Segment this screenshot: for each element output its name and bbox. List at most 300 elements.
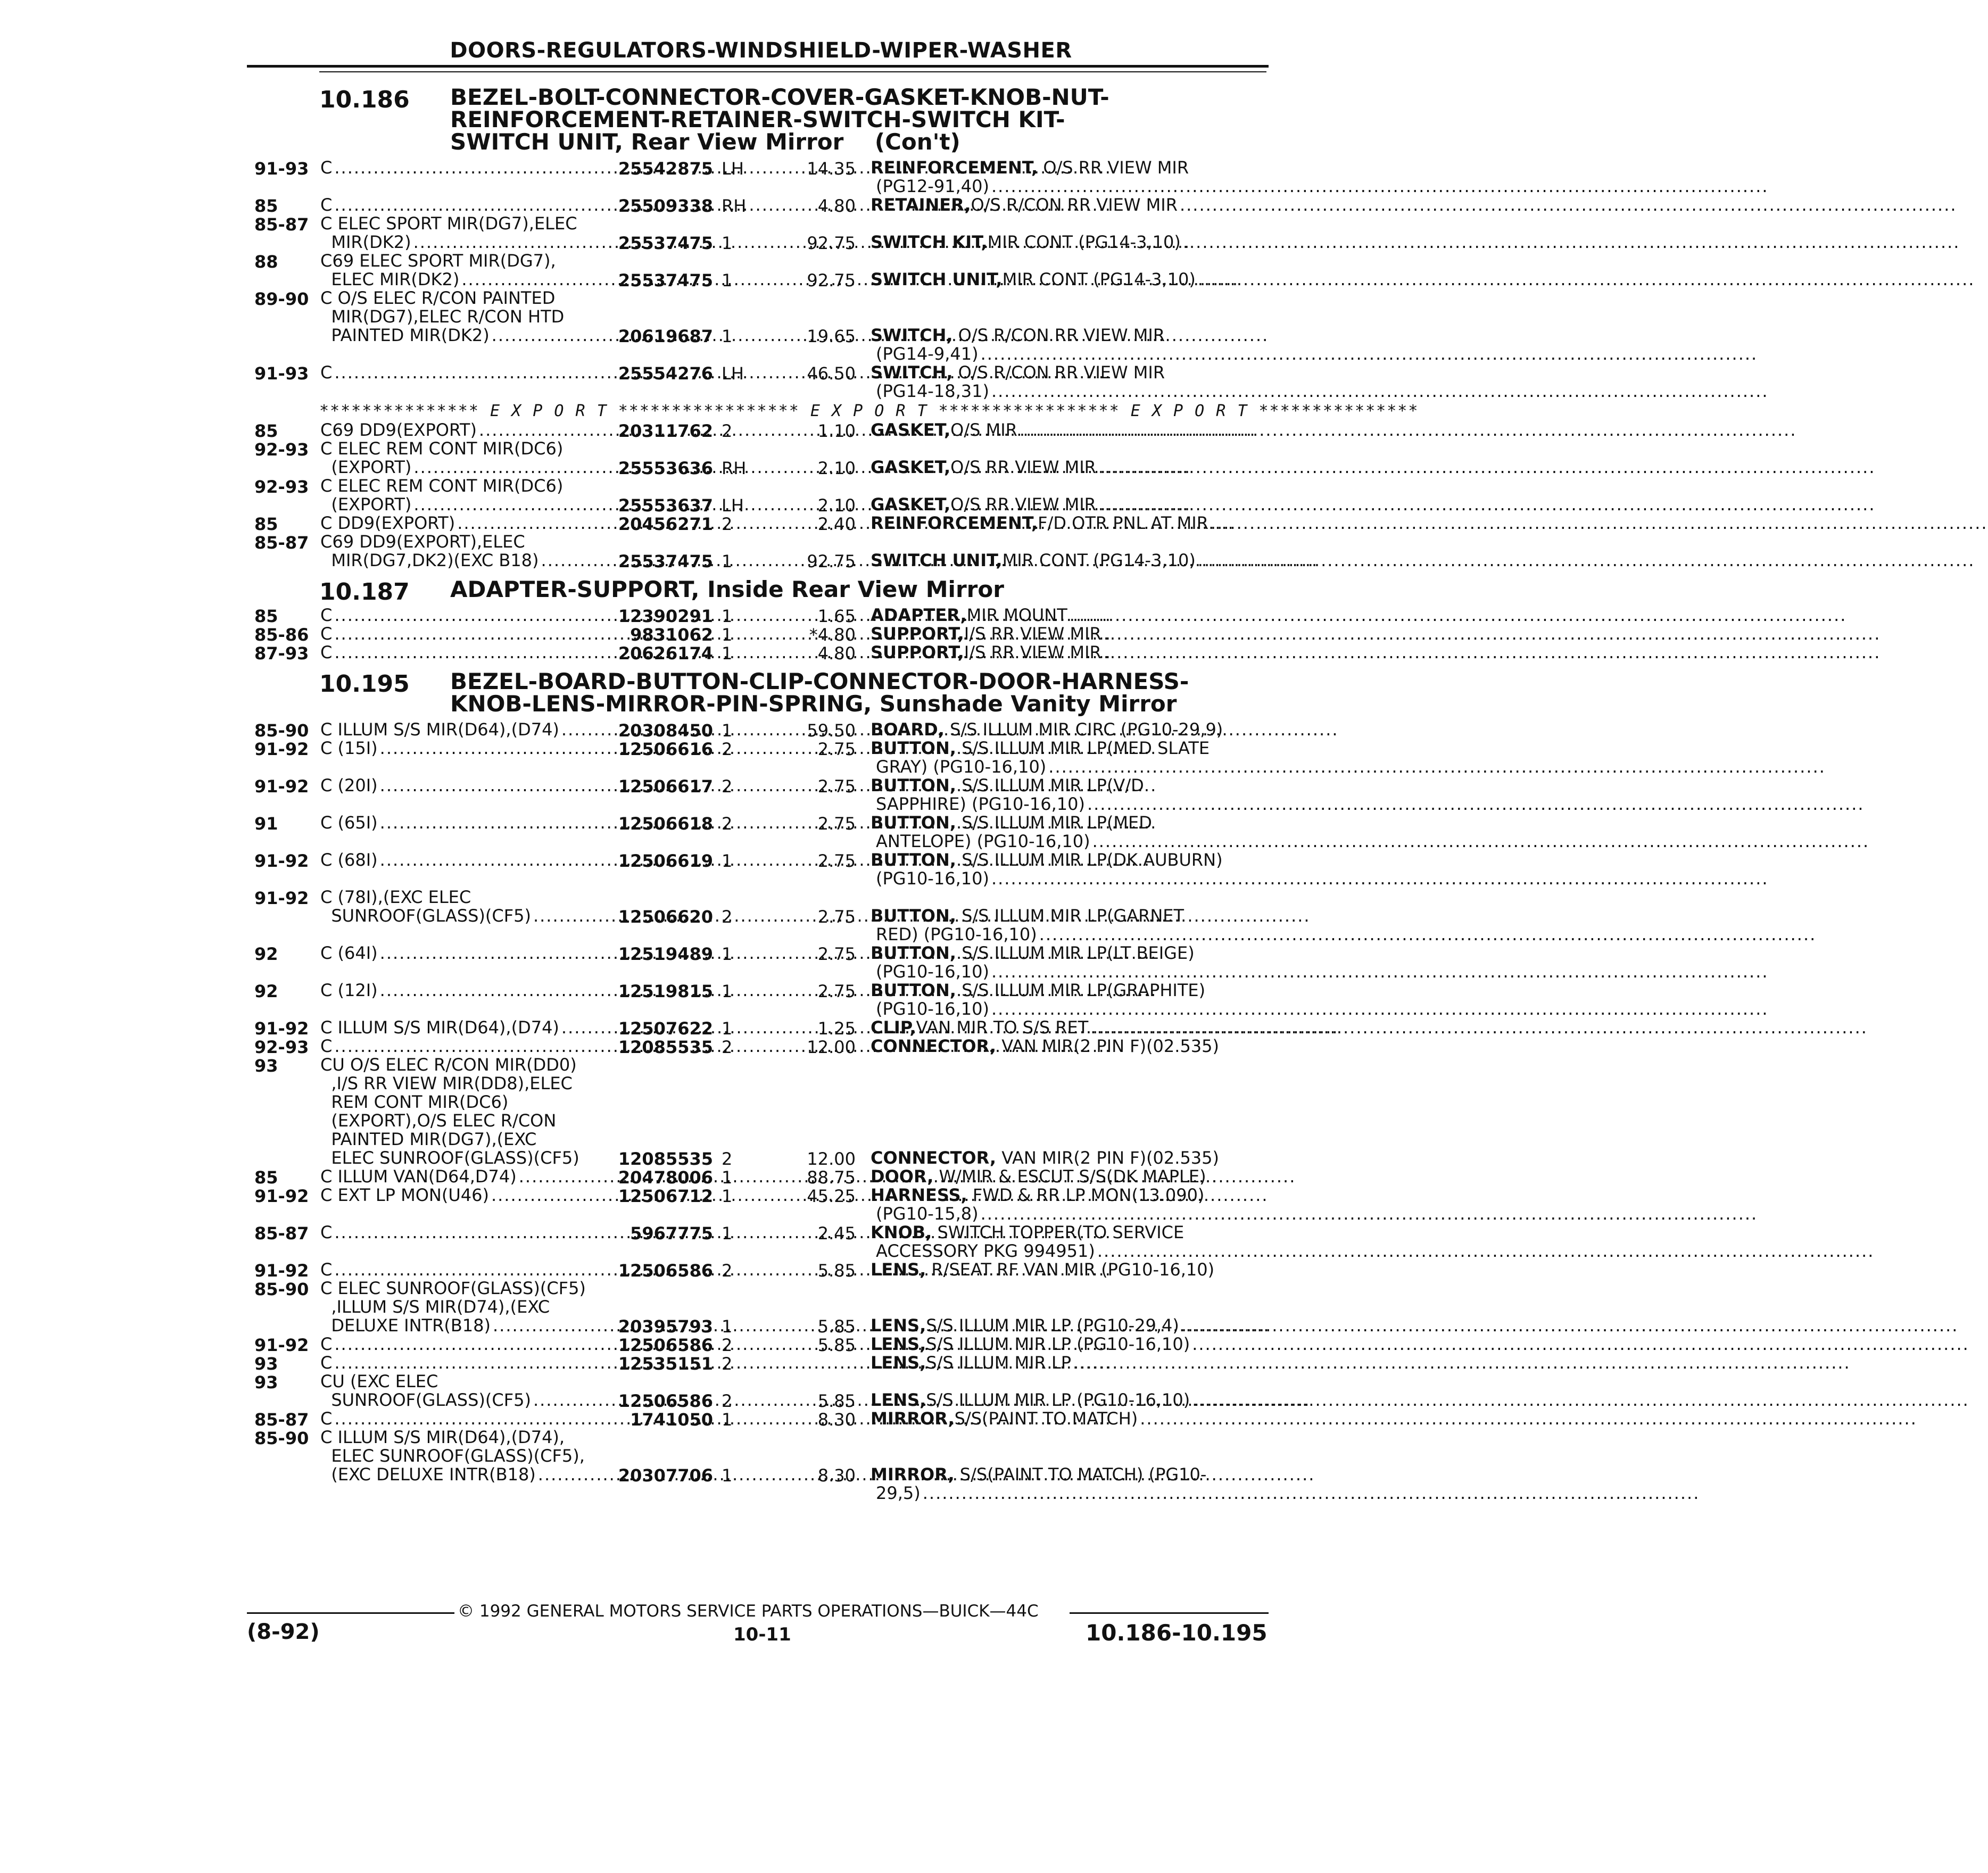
usage-line [320,1186,601,1205]
part-number: 25553636 [618,458,713,478]
table-row [0,606,1345,625]
usage-text [320,214,601,252]
description-line [871,851,1254,869]
usage-line-text: C [320,642,333,662]
footer-page-number: 10-11 [733,1624,791,1645]
leader-dots [1198,551,1975,570]
usage-text [320,1335,601,1354]
quantity: 1 [722,851,733,871]
usage-line-text: C (15I) [320,738,378,758]
description-line [871,196,1254,214]
usage-text [320,1037,601,1056]
description-text: W/MIR & ESCUT S/S(DK MAPLE) . [939,1166,1217,1187]
description-text: VAN MIR(2 PIN F)(02.535) [1001,1148,1219,1168]
usage-line [320,326,601,345]
part-number: 12390291 [618,606,713,626]
table-row [0,1261,1345,1279]
price: 2.75 [817,776,856,797]
price: 12.00 [807,1037,856,1057]
leader-dots [1097,1242,1875,1261]
model-years: 93 [254,1372,278,1393]
footer-rule-left [247,1612,454,1614]
usage-line: C ILLUM S/S MIR(D64),(D74), [320,1427,565,1447]
description-line [871,1335,1254,1354]
usage-line [320,981,601,1000]
usage-line-text: C [320,1222,333,1242]
table-row [0,1167,1345,1186]
description-text: S/S(PAINT TO MATCH) (PG10- [959,1464,1207,1485]
usage-line-text: DELUXE INTR(B18) [320,1315,491,1336]
usage-line-text: (EXPORT) [320,457,412,477]
part-description [871,1018,1254,1037]
part-number: 12506617 [618,776,713,797]
model-years: 91-92 [254,1335,309,1355]
description-line [871,643,1254,662]
description-text: VAN MIR(2 PIN F)(02.535) [1001,1036,1219,1056]
quantity: 2 [722,514,733,534]
usage-text [320,514,601,533]
usage-text [320,533,601,570]
usage-line-text: C [320,158,333,178]
section-title-line: ADAPTER-SUPPORT, Inside Rear View Mirror [450,576,1004,602]
part-number: 25554276 [618,363,713,384]
part-description [871,981,1254,1018]
model-years: 85-86 [254,625,309,645]
part-number: 20626174 [618,643,713,664]
description-keyword: BUTTON, [871,813,956,833]
table-row [0,776,1345,814]
usage-line [320,1335,601,1354]
usage-line: PAINTED MIR(DG7),(EXC [320,1129,537,1149]
part-description [871,606,1254,625]
price: 92.75 [807,233,856,253]
description-text: S/S ILLUM MIR LP [926,1353,1072,1373]
leader-dots [1098,495,1876,514]
quantity: 1 [722,1223,733,1244]
section-title-line: SWITCH UNIT, Rear View Mirror (Con't) [450,129,960,155]
description-text: MIR CONT (PG14-3,10) [1002,269,1196,289]
quantity: 1 [722,1316,733,1337]
quantity: 1 [722,1186,733,1206]
part-description [871,720,1254,739]
leader-dots [981,345,1758,363]
model-years: 85 [254,421,278,441]
price: 2.45 [817,1223,856,1244]
table-row [0,1410,1345,1428]
usage-text [320,477,601,514]
leader-dots [991,869,1769,888]
part-description [871,643,1254,662]
usage-line [320,196,601,214]
leader-dots [1020,421,1797,440]
price: 92.75 [807,270,856,291]
usage-line [320,233,601,252]
part-description [871,196,1254,214]
part-description [871,1316,1254,1335]
leader-dots [1048,758,1826,776]
table-row [0,1427,1345,1503]
part-number: 25553637 [618,495,713,516]
usage-line [320,1354,601,1372]
usage-line-text: C [320,1353,333,1373]
section-number: 10.195 [319,670,410,698]
description-text: MIR CONT (PG14-3,10) [1002,550,1196,570]
leader-dots [1104,643,1881,662]
table-row [0,814,1345,851]
part-description [871,495,1254,514]
description-keyword: BUTTON, [871,850,956,870]
usage-line-text: C DD9(EXPORT) [320,513,455,533]
usage-text [320,720,601,739]
part-description [871,233,1254,252]
part-description [871,1037,1254,1056]
usage-text [320,739,601,758]
description-line [871,159,1254,177]
quantity: 2 [722,1149,733,1169]
description-keyword: SUPPORT, [871,642,964,662]
description-text: S/S(PAINT TO MATCH) [954,1408,1138,1429]
quantity: 2 [722,814,733,834]
description-keyword: SWITCH, [871,325,953,345]
description-keyword: KNOB, [871,1222,932,1242]
usage-line [320,458,601,477]
description-line [871,514,1254,533]
quantity: 1 [722,643,733,664]
price: 8.30 [817,1465,856,1486]
quantity: 2 [722,421,733,441]
part-description [871,551,1254,570]
usage-line: CU O/S ELEC R/CON MIR(DD0) [320,1055,577,1075]
leader-dots [1192,1335,1969,1354]
price: 2.40 [817,514,856,534]
quantity: LH [722,495,744,516]
description-line [871,270,1254,289]
description-line [871,1018,1254,1037]
table-row [0,477,1345,514]
description-text: I/S RR VIEW MIR [964,642,1101,662]
usage-text [320,1372,601,1410]
usage-line-text: MIR(DK2) [320,232,411,252]
description-text: I/S RR VIEW MIR [964,624,1101,644]
usage-line: ,I/S RR VIEW MIR(DD8),ELEC [320,1073,573,1093]
part-number: 12506616 [618,739,713,759]
description-text: S/S ILLUM MIR LP(DK AUBURN) [962,850,1223,870]
usage-text [320,981,601,1000]
usage-line-text: SUNROOF(GLASS)(CF5) [320,906,531,926]
description-keyword: MIRROR, [871,1464,955,1485]
description-keyword: ADAPTER, [871,605,967,625]
description-text: R/SEAT RF VAN MIR (PG10-16,10) [931,1259,1215,1280]
description-line [871,363,1254,382]
usage-line-text: C [320,605,333,625]
usage-text [320,1186,601,1205]
part-description [871,1391,1254,1410]
description-text: S/S ILLUM MIR LP(MED [962,813,1152,833]
table-row [0,533,1345,570]
usage-line [320,739,601,758]
usage-line-text: C (12I) [320,980,378,1000]
table-row [0,196,1345,214]
usage-text [320,814,601,832]
usage-line [320,643,601,662]
part-description [871,363,1254,401]
quantity: 1 [722,233,733,253]
description-text: (PG14-9,41) [876,344,979,364]
part-number: 12506618 [618,814,713,834]
description-text: MIR MOUNT [966,605,1067,625]
price: 92.75 [807,551,856,571]
part-description [871,1149,1254,1167]
description-keyword: LENS, [871,1334,926,1354]
leader-dots [923,1484,1700,1503]
description-line [871,1391,1254,1410]
leader-dots [1070,606,1847,625]
model-years: 91-92 [254,1186,309,1206]
part-number: 12085535 [618,1149,713,1169]
usage-line [320,1223,601,1242]
description-line [871,869,1259,888]
price: 2.75 [817,944,856,964]
description-keyword: SWITCH, [871,362,953,383]
usage-line [320,551,601,570]
part-description [871,739,1254,776]
usage-line [320,1410,601,1428]
description-text: 29,5) [876,1483,921,1503]
model-years: 85 [254,514,278,534]
description-line [871,625,1254,643]
description-text: S/S ILLUM MIR LP(GARNET [962,906,1184,926]
leader-dots [981,1205,1758,1223]
part-description [871,421,1254,440]
model-years: 91-92 [254,776,309,797]
usage-line: C ELEC REM CONT MIR(DC6) [320,438,564,459]
usage-line [320,1261,601,1279]
footer-rule-right [1070,1612,1269,1614]
description-line [871,1167,1254,1186]
section-title [450,578,1004,601]
price: 5.85 [817,1261,856,1281]
description-line [871,832,1259,851]
quantity: 1 [722,1465,733,1486]
section-title-line: KNOB-LENS-MIRROR-PIN-SPRING, Sunshade Vanity Mirror [450,691,1177,717]
usage-line [320,944,601,963]
leader-dots [1098,458,1876,477]
quantity: 1 [722,1167,733,1188]
description-text: S/S ILLUM MIR LP(LT BEIGE) [962,943,1195,963]
description-text: (PG10-16,10) [876,868,989,889]
description-line [871,326,1254,345]
description-keyword: BUTTON, [871,775,956,795]
usage-line-text: C EXT LP MON(U46) [320,1185,489,1205]
description-text: O/S RR VIEW MIR [950,457,1096,477]
leader-dots [991,177,1769,196]
description-line [871,177,1259,196]
usage-line-text: C (64I) [320,943,378,963]
table-row [0,1037,1345,1056]
description-line [871,739,1254,758]
usage-text [320,606,601,625]
model-years: 85-87 [254,1223,309,1244]
description-line [871,944,1254,963]
usage-line-text: C [320,1259,333,1280]
usage-line-text: C (20I) [320,775,378,795]
part-number: 20395793 [618,1316,713,1337]
part-number: 12506619 [618,851,713,871]
table-row [0,514,1345,533]
usage-line [320,776,601,795]
part-number: 12506586 [618,1391,713,1411]
description-keyword: CLIP, [871,1017,916,1038]
model-years: 91-92 [254,739,309,759]
usage-line: REM CONT MIR(DC6) [320,1092,509,1112]
table-row [0,981,1345,1018]
price: 8.30 [817,1410,856,1430]
description-text: S/S ILLUM MIR CIRC (PG10-29,9) [950,719,1223,740]
quantity: 1 [722,720,733,741]
description-text: S/S ILLUM MIR LP (PG10-16,10) [926,1390,1190,1410]
part-number: 25509338 [618,196,713,216]
quantity: 1 [722,1410,733,1430]
usage-line [320,514,601,533]
export-label: E X P O R T [490,402,608,420]
description-keyword: SWITCH UNIT, [871,550,1003,570]
description-text: F/D OTR PNL AT MIR [1038,513,1208,533]
usage-line-text: C [320,1408,333,1429]
description-line [871,925,1259,944]
leader-dots [991,963,1769,981]
description-line [871,907,1254,925]
price: 2.75 [817,851,856,871]
quantity: LH [722,159,744,179]
section-title [450,86,1109,153]
part-description [871,1354,1254,1372]
description-keyword: MIRROR, [871,1408,955,1429]
description-line [871,814,1254,832]
part-description [871,907,1254,944]
quantity: 2 [722,739,733,759]
quantity: LH [722,363,744,384]
description-line [871,606,1254,625]
model-years: 92-93 [254,440,309,460]
description-line [871,1037,1254,1056]
description-line [871,458,1254,477]
usage-line-text: C69 DD9(EXPORT) [320,420,477,440]
model-years: 85-90 [254,720,309,741]
price: 14.35 [807,159,856,179]
table-row [0,1372,1345,1410]
part-number: 12519489 [618,944,713,964]
model-years: 89-90 [254,289,309,309]
usage-line: MIR(DG7),ELEC R/CON HTD [320,306,565,327]
usage-line-text: C [320,195,333,215]
usage-line-text: C (68I) [320,850,378,870]
table-row [0,214,1345,252]
quantity: 1 [722,270,733,291]
usage-line: ,ILLUM S/S MIR(D74),(EXC [320,1297,550,1317]
header-rule [247,65,1269,68]
description-text: FWD & RR LP MON(13.090) [972,1185,1205,1205]
quantity: 1 [722,625,733,645]
part-number: 12507622 [618,1018,713,1039]
usage-line-text: (EXC DELUXE INTR(B18) [320,1464,536,1485]
part-number: 20478006 [618,1167,713,1188]
description-keyword: LENS, [871,1315,926,1336]
usage-line: C ELEC REM CONT MIR(DC6) [320,476,564,496]
part-description [871,1261,1254,1279]
usage-line [320,1465,601,1484]
description-keyword: RETAINER, [871,195,971,215]
price: 2.75 [817,814,856,834]
description-line [871,795,1259,814]
usage-line-text: ELEC MIR(DK2) [320,269,460,289]
description-keyword: SWITCH KIT, [871,232,988,252]
leader-dots [1140,1410,1917,1428]
part-description [871,944,1254,981]
usage-text [320,363,601,382]
description-line [871,758,1259,776]
description-line [871,1205,1259,1223]
model-years: 93 [254,1056,278,1076]
part-description [871,514,1254,533]
usage-line: C O/S ELEC R/CON PAINTED [320,288,556,308]
usage-line [320,1037,601,1056]
usage-text [320,440,601,477]
usage-line [320,1316,601,1335]
part-number: 9831062 [630,625,713,645]
description-text: O/S RR VIEW MIR [1043,158,1189,178]
usage-line [320,720,601,739]
part-description [871,270,1254,289]
description-keyword: LENS, [871,1259,926,1280]
usage-line-text: C ILLUM VAN(D64,D74) [320,1166,517,1187]
part-number: 12535151 [618,1354,713,1374]
part-number: 20308450 [618,720,713,741]
quantity: RH [722,458,747,478]
description-keyword: CONNECTOR, [871,1036,997,1056]
usage-line [320,363,601,382]
section-number: 10.187 [319,578,410,606]
table-row [0,739,1345,776]
part-number: 20619687 [618,326,713,346]
part-description [871,1410,1254,1428]
part-description [871,1167,1254,1186]
description-text: RED) (PG10-16,10) [876,924,1037,944]
leader-dots [1211,514,1988,533]
description-keyword: GASKET, [871,494,951,515]
part-number: 25537475 [618,551,713,571]
usage-line-text: C ILLUM S/S MIR(D64),(D74) [320,1017,559,1038]
description-text: (PG10-16,10) [876,962,989,982]
model-years: 85-87 [254,533,309,553]
usage-text [320,1056,601,1167]
price: 1.65 [817,606,856,626]
part-description [871,1186,1254,1223]
part-number: 25537475 [618,270,713,291]
leader-dots [1090,1018,1868,1037]
description-line [871,1242,1259,1261]
description-line [871,233,1254,252]
quantity: 2 [722,907,733,927]
leader-dots [1198,270,1975,289]
part-number: 20456271 [618,514,713,534]
description-line [871,1316,1254,1335]
table-row [0,1354,1345,1372]
usage-line: C (78I),(EXC ELEC [320,887,471,907]
usage-text [320,1279,601,1335]
usage-line [320,814,601,832]
leader-dots [1092,832,1870,851]
usage-line [320,625,601,643]
